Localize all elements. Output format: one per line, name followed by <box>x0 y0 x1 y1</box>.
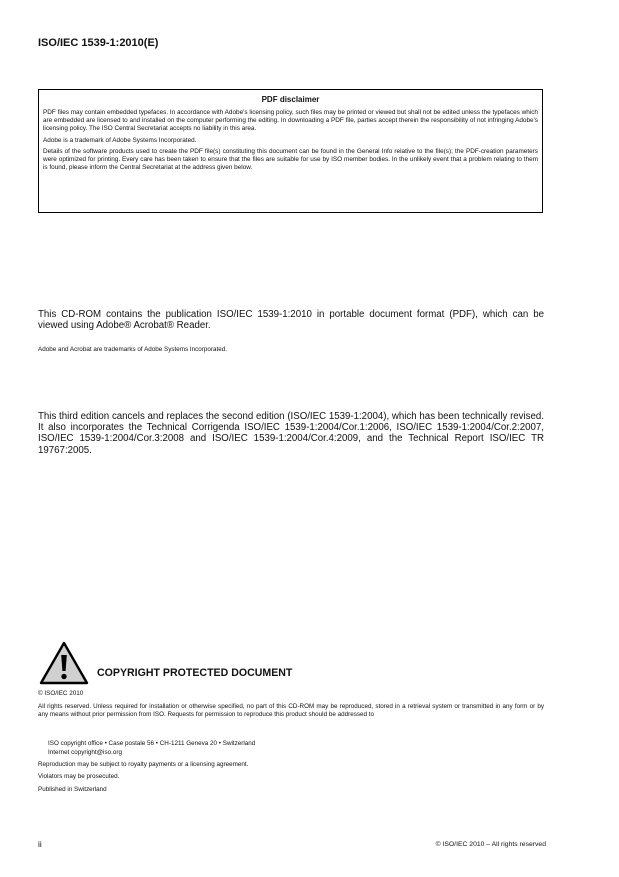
pdf-disclaimer-box <box>38 89 543 213</box>
reproduction-line: Reproduction may be subject to royalty payments or a licensing agreement. <box>38 761 249 768</box>
standard-id: ISO/IEC 1539-1:2010(E) <box>38 37 159 49</box>
edition-paragraph: This third edition cancels and replaces the second edition (ISO/IEC 1539-1:2004), which has been technically revised. It also incorporates the Technical Corrigenda ISO/IEC 1539-1:2004/Cor.1:2006, ISO/IEC 1539-1:2004/Cor.2:2007, ISO/IEC 1539-1:2004/Cor.3:2008 and ISO/IEC 1539-1:2004/Cor.4:2009, and the Technical Report ISO/IEC TR 19767:2005. <box>38 411 544 456</box>
warning-triangle-icon <box>38 640 90 686</box>
page-number: ii <box>38 839 42 849</box>
published-line: Published in Switzerland <box>38 786 107 793</box>
address-line: ISO copyright office • Case postale 56 • CH-1211 Geneva 20 • Switzerland <box>48 740 256 747</box>
copyright-notice: © ISO/IEC 2010 <box>38 690 84 697</box>
trademark-note: Adobe and Acrobat are trademarks of Adobe Systems Incorporated. <box>38 346 228 353</box>
copyright-title: COPYRIGHT PROTECTED DOCUMENT <box>97 667 293 679</box>
cdrom-paragraph: This CD-ROM contains the publication ISO/IEC 1539-1:2010 in portable document format (PDF), which can be viewed using Adobe® Acrobat® Reader. <box>38 309 544 332</box>
disclaimer-paragraph: Details of the software products used to create the PDF file(s) constituting this document can be found in the General Info relative to the file(s); the PDF-creation parameters were optimized for printing. Every care has been taken to ensure that the files are suitable for use by ISO member bodies. In the unlikely event that a problem relating to them is found, please inform the Central Secretariat at the address given below. <box>43 147 538 172</box>
violators-line: Violators may be prosecuted. <box>38 773 120 780</box>
rights-paragraph: All rights reserved. Unless required for installation or otherwise specified, no part of this CD-ROM may be reproduced, stored in a retrieval system or transmitted in any form or by any means without prior permission from ISO. Requests for permission to reproduce this product should be addressed to <box>38 703 544 718</box>
internet-line: Internet copyright@iso.org <box>48 749 122 756</box>
footer-copyright: © ISO/IEC 2010 – All rights reserved <box>435 841 546 848</box>
disclaimer-paragraph: Adobe is a trademark of Adobe Systems Incorporated. <box>43 136 197 144</box>
disclaimer-title: PDF disclaimer <box>261 95 320 104</box>
disclaimer-paragraph: PDF files may contain embedded typefaces. In accordance with Adobe's licensing policy, such files may be printed or viewed but shall not be edited unless the typefaces which are embedded are licensed to and installed on the computer performing the editing. In downloading a PDF file, parties accept therein the responsibility of not infringing Adobe's licensing policy. The ISO Central Secretariat accepts no liability in this area. <box>43 109 538 133</box>
